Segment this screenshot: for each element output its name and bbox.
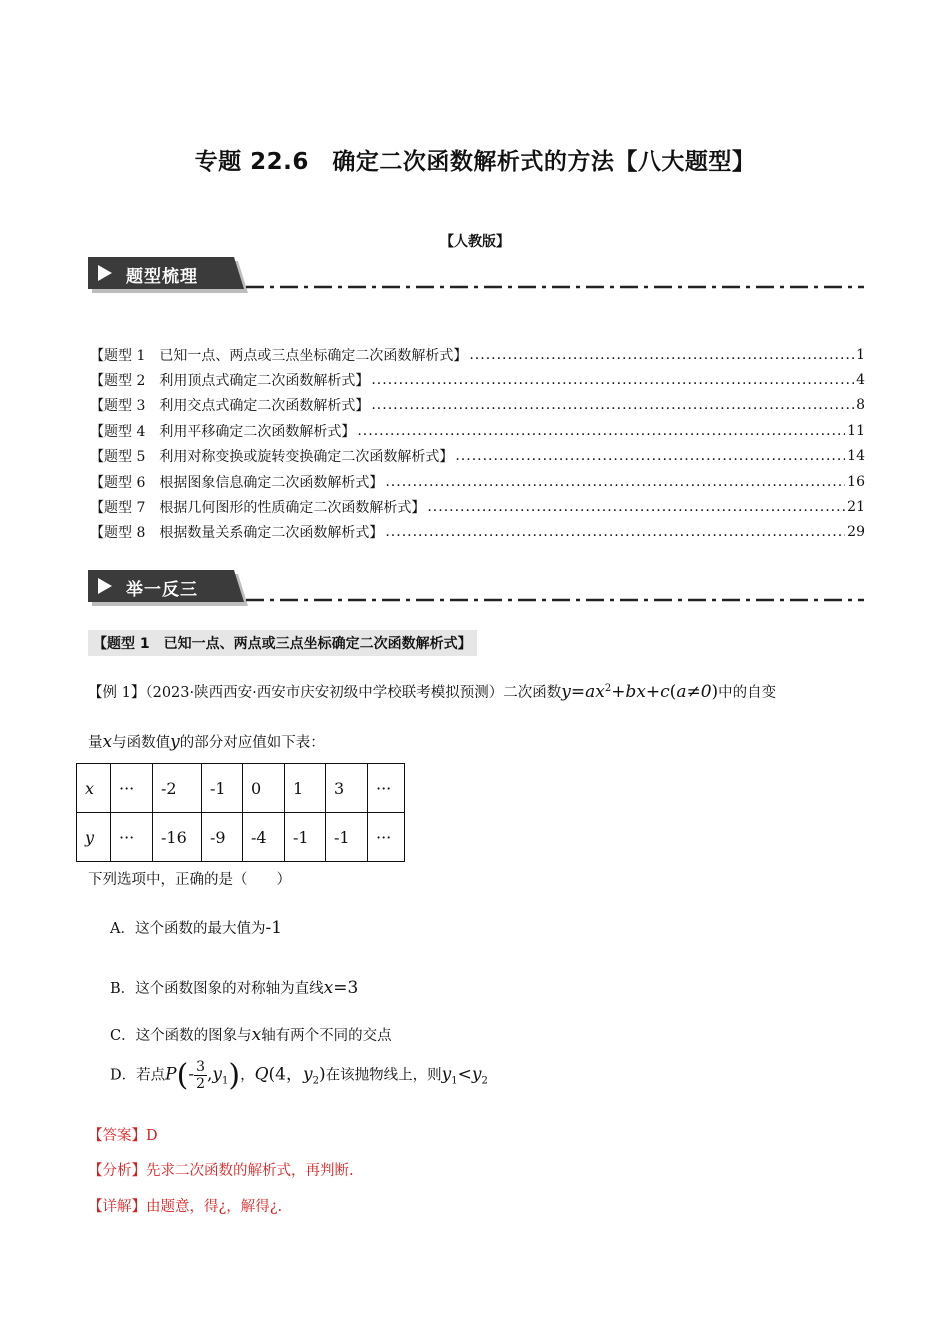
- table-cell: 0: [243, 764, 285, 813]
- option-c-text1: C．这个函数的图象与: [110, 1028, 252, 1044]
- option-a[interactable]: [110, 917, 282, 938]
- table-cell: -1: [202, 764, 243, 813]
- question-prompt: 下列选项中，正确的是（ ）: [88, 872, 291, 888]
- analysis-line: [88, 1159, 354, 1180]
- toc-entry-page: 8: [856, 397, 865, 414]
- detail-label: 【详解】: [88, 1199, 146, 1215]
- point-p-y-sub: 1: [222, 1075, 229, 1087]
- toc-entry[interactable]: [90, 469, 865, 494]
- table-cell: -9: [202, 813, 243, 862]
- document-title: 专题 22.6 确定二次函数解析式的方法【八大题型】: [194, 149, 756, 175]
- edition-label: 【人教版】: [440, 234, 510, 250]
- point-q-y-sub: 2: [312, 1075, 319, 1087]
- toc-leader: [469, 347, 854, 363]
- toc-entry-page: 29: [847, 524, 865, 541]
- option-c-text2: 轴有两个不同的交点: [261, 1028, 392, 1044]
- option-d-text2: 在该抛物线上，则: [325, 1067, 442, 1084]
- option-c[interactable]: [110, 1024, 392, 1045]
- toc-entry-label: 【题型 3 利用交点式确定二次函数解析式】: [90, 398, 370, 415]
- table-cell: y: [77, 813, 111, 862]
- example-line-1: 【例 1】（2023·陕西西安·西安市庆安初级中学校联考模拟预测）二次函数$y=ax^2+bx+c(a\ne 0)$中的自变: [88, 682, 777, 702]
- table-cell: ···: [111, 764, 153, 813]
- answer-label: 【答案】: [88, 1128, 146, 1144]
- banner-practice: [88, 570, 878, 608]
- formula-eq: =: [570, 682, 586, 702]
- toc-entry-label: 【题型 2 利用顶点式确定二次函数解析式】: [90, 373, 370, 390]
- banner-toc: [88, 257, 878, 295]
- answer-value: D: [146, 1128, 158, 1144]
- fraction: [194, 1059, 207, 1092]
- formula-exp: 2: [604, 683, 612, 695]
- example-after-formula: 中的自变: [718, 685, 777, 701]
- table-cell: -16: [153, 813, 202, 862]
- option-d-comma: ，: [240, 1067, 255, 1084]
- compare-y2-sub: 2: [481, 1075, 488, 1087]
- banner-practice-label: 举一反三: [126, 580, 198, 600]
- compare-y1: y: [441, 1064, 452, 1085]
- line2-suffix: 的部分对应值如下表：: [179, 735, 325, 751]
- toc-entry-page: 11: [847, 422, 865, 439]
- toc-entry-page: 4: [856, 372, 865, 389]
- table-cell: 1: [285, 764, 326, 813]
- toc-entry-label: 【题型 4 利用平移确定二次函数解析式】: [90, 423, 356, 440]
- section-heading: 【题型 1 已知一点、两点或三点坐标确定二次函数解析式】: [88, 630, 477, 656]
- table-of-contents: [90, 342, 865, 545]
- formula-y: y: [561, 682, 571, 702]
- banner-practice-graphic: [88, 570, 878, 608]
- toc-entry[interactable]: [90, 444, 865, 469]
- toc-entry-page: 1: [856, 346, 865, 363]
- option-b-text: B．这个函数图象的对称轴为直线: [110, 981, 324, 997]
- fraction-denominator: 2: [196, 1076, 205, 1092]
- table-cell: -1: [326, 813, 368, 862]
- table-row: [77, 813, 405, 862]
- option-b-eq: =3: [333, 978, 359, 998]
- line2-prefix: 量: [88, 735, 103, 751]
- formula-a: a: [585, 682, 596, 702]
- option-b-var: x: [323, 978, 334, 998]
- toc-entry-label: 【题型 7 根据几何图形的性质确定二次函数解析式】: [90, 500, 426, 517]
- toc-leader: [385, 524, 845, 540]
- toc-entry-label: 【题型 6 根据图象信息确定二次函数解析式】: [90, 474, 384, 491]
- toc-entry[interactable]: [90, 367, 865, 392]
- option-a-text: A．这个函数的最大值为: [110, 921, 266, 937]
- formula-x: x: [595, 682, 605, 702]
- point-p-y: y: [212, 1064, 222, 1085]
- var-y: y: [170, 732, 180, 752]
- toc-entry[interactable]: [90, 393, 865, 418]
- point-q: Q: [254, 1064, 269, 1085]
- fraction-numerator: 3: [196, 1059, 205, 1075]
- toc-entry-page: 14: [847, 448, 865, 465]
- option-d-text1: D．若点: [110, 1067, 166, 1084]
- option-c-var: x: [251, 1025, 262, 1045]
- formula-rest: +bx+c: [611, 682, 670, 702]
- table-cell: -2: [153, 764, 202, 813]
- analysis-text: 先求二次函数的解析式，再判断.: [146, 1163, 354, 1179]
- option-d[interactable]: D．若点P(- $\frac{3}{2}$ $,y_1$)，Q(4，$y_2$)在该抛物线上，则$y_1<y_2$: [110, 1058, 488, 1093]
- toc-entry[interactable]: [90, 494, 865, 519]
- table-cell: -1: [285, 813, 326, 862]
- toc-leader: [455, 448, 845, 464]
- var-x: x: [102, 732, 113, 752]
- compare-lt: <: [457, 1064, 472, 1085]
- table-row: [77, 764, 405, 813]
- option-a-value: -1: [265, 918, 283, 938]
- value-table: [76, 763, 405, 862]
- toc-entry[interactable]: [90, 342, 865, 367]
- toc-leader: [357, 423, 845, 439]
- point-p: P: [165, 1064, 177, 1085]
- toc-leader: [385, 474, 845, 490]
- table-cell: x: [77, 764, 111, 813]
- formula-cond: a≠0: [676, 682, 712, 702]
- toc-entry-label: 【题型 8 根据数量关系确定二次函数解析式】: [90, 525, 384, 542]
- example-source: （2023·陕西西安·西安市庆安初级中学校联考模拟预测）二次函数: [145, 685, 562, 701]
- toc-leader: [371, 372, 854, 388]
- example-label: 【例 1】: [88, 685, 146, 701]
- banner-toc-label: 题型梳理: [126, 267, 198, 287]
- toc-leader: [427, 499, 845, 515]
- toc-entry-label: 【题型 5 利用对称变换或旋转变换确定二次函数解析式】: [90, 449, 454, 466]
- compare-y1-sub: 1: [451, 1075, 458, 1087]
- table-cell: -4: [243, 813, 285, 862]
- toc-entry[interactable]: [90, 520, 865, 545]
- analysis-label: 【分析】: [88, 1163, 146, 1179]
- toc-entry-page: 16: [847, 473, 865, 490]
- table-cell: ···: [368, 813, 405, 862]
- toc-leader: [371, 397, 854, 413]
- toc-entry[interactable]: [90, 418, 865, 443]
- example-line-2: [88, 731, 325, 752]
- point-q-x: 4，: [275, 1064, 303, 1085]
- point-p-neg: -: [188, 1064, 195, 1085]
- detail-text: 由题意，得¿，解得¿.: [146, 1199, 283, 1215]
- table-cell: ···: [111, 813, 153, 862]
- line2-mid: 与函数值: [112, 735, 171, 751]
- banner-toc-graphic: [88, 257, 878, 295]
- table-cell: ···: [368, 764, 405, 813]
- table-cell: 3: [326, 764, 368, 813]
- compare-y2: y: [471, 1064, 482, 1085]
- toc-entry-label: 【题型 1 已知一点、两点或三点坐标确定二次函数解析式】: [90, 347, 468, 364]
- point-q-y: y: [303, 1064, 313, 1085]
- toc-entry-page: 21: [847, 499, 865, 516]
- option-b[interactable]: [110, 977, 358, 998]
- detail-line: [88, 1195, 282, 1216]
- answer-line: [88, 1124, 158, 1145]
